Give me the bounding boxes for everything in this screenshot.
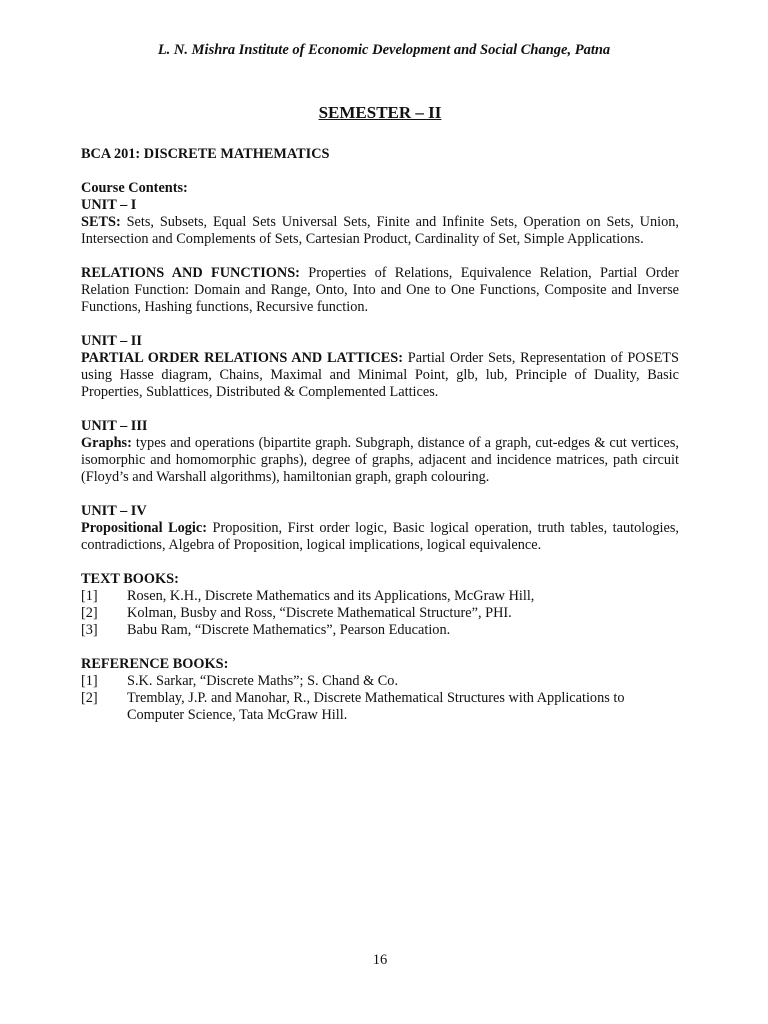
reference-book-number: [2] [81, 690, 98, 706]
unit-1-label: UNIT – I [81, 197, 137, 213]
reference-book-citation: Tremblay, J.P. and Manohar, R., Discrete Mathematical Structures with Applications to Computer Science, Tata McGraw Hill. [127, 690, 625, 723]
reference-book-item [81, 690, 679, 724]
text-book-item [81, 622, 679, 639]
reference-book-citation: S.K. Sarkar, “Discrete Maths”; S. Chand & Co. [127, 673, 399, 689]
institute-header: L. N. Mishra Institute of Economic Development and Social Change, Patna [157, 42, 611, 58]
syllabus-content [81, 146, 679, 724]
text-book-item [81, 588, 679, 605]
text-book-number: [2] [81, 605, 98, 621]
unit-2-paragraph [81, 350, 679, 401]
unit-4-label: UNIT – IV [81, 503, 147, 519]
course-contents-label: Course Contents: [81, 180, 188, 196]
page-number: 16 [372, 952, 388, 968]
text-book-number: [1] [81, 588, 98, 604]
course-title: BCA 201: DISCRETE MATHEMATICS [81, 146, 330, 162]
text-book-number: [3] [81, 622, 98, 638]
unit-3-text: types and operations (bipartite graph. Subgraph, distance of a graph, cut-edges & cut vertices, isomorphic and homomorphic graphs), degree of graphs, adjacent and incidence matrices, path circuit (Floyd’s and Warshall algorithms), hamiltonian graph, graph colouring. [81, 435, 679, 485]
unit-2-label: UNIT – II [81, 333, 142, 349]
semester-title: SEMESTER – II [318, 103, 442, 122]
reference-book-number: [1] [81, 673, 98, 689]
unit-4-heading: Propositional Logic: [81, 520, 208, 536]
relations-paragraph [81, 265, 679, 316]
sets-paragraph [81, 214, 679, 248]
unit-2-heading: PARTIAL ORDER RELATIONS AND LATTICES: [81, 350, 404, 366]
text-book-citation: Rosen, K.H., Discrete Mathematics and its Applications, McGraw Hill, [127, 588, 535, 604]
text-book-citation: Babu Ram, “Discrete Mathematics”, Pearson Education. [127, 622, 451, 638]
relations-heading: RELATIONS AND FUNCTIONS: [81, 265, 300, 281]
text-books-label: TEXT BOOKS: [81, 571, 179, 587]
text-book-item [81, 605, 679, 622]
reference-book-item [81, 673, 679, 690]
unit-3-paragraph [81, 435, 679, 486]
unit-4-text: Proposition, First order logic, Basic logical operation, truth tables, tautologies, contradictions, Algebra of Proposition, logical implications, logical equivalence. [81, 520, 679, 553]
text-book-citation: Kolman, Busby and Ross, “Discrete Mathematical Structure”, PHI. [127, 605, 512, 621]
unit-2-text: Partial Order Sets, Representation of POSETS using Hasse diagram, Chains, Maximal and Minimal Point, glb, lub, Principle of Duality, Basic Properties, Sublattices, Distributed & Complemented Lattices. [81, 350, 679, 400]
unit-3-label: UNIT – III [81, 418, 148, 434]
unit-3-heading: Graphs: [81, 435, 132, 451]
sets-text: Sets, Subsets, Equal Sets Universal Sets, Finite and Infinite Sets, Operation on Sets, Union, Intersection and Complements of Sets, Cartesian Product, Cardinality of Set, Simple Applications. [81, 214, 679, 247]
relations-text: Properties of Relations, Equivalence Relation, Partial Order Relation Function: Domain and Range, Onto, Into and One to One Functions, Composite and Inverse Functions, Hashing functions, Recursive function. [81, 265, 679, 315]
reference-books-label: REFERENCE BOOKS: [81, 656, 229, 672]
sets-heading: SETS: [81, 214, 121, 230]
unit-4-paragraph [81, 520, 679, 554]
